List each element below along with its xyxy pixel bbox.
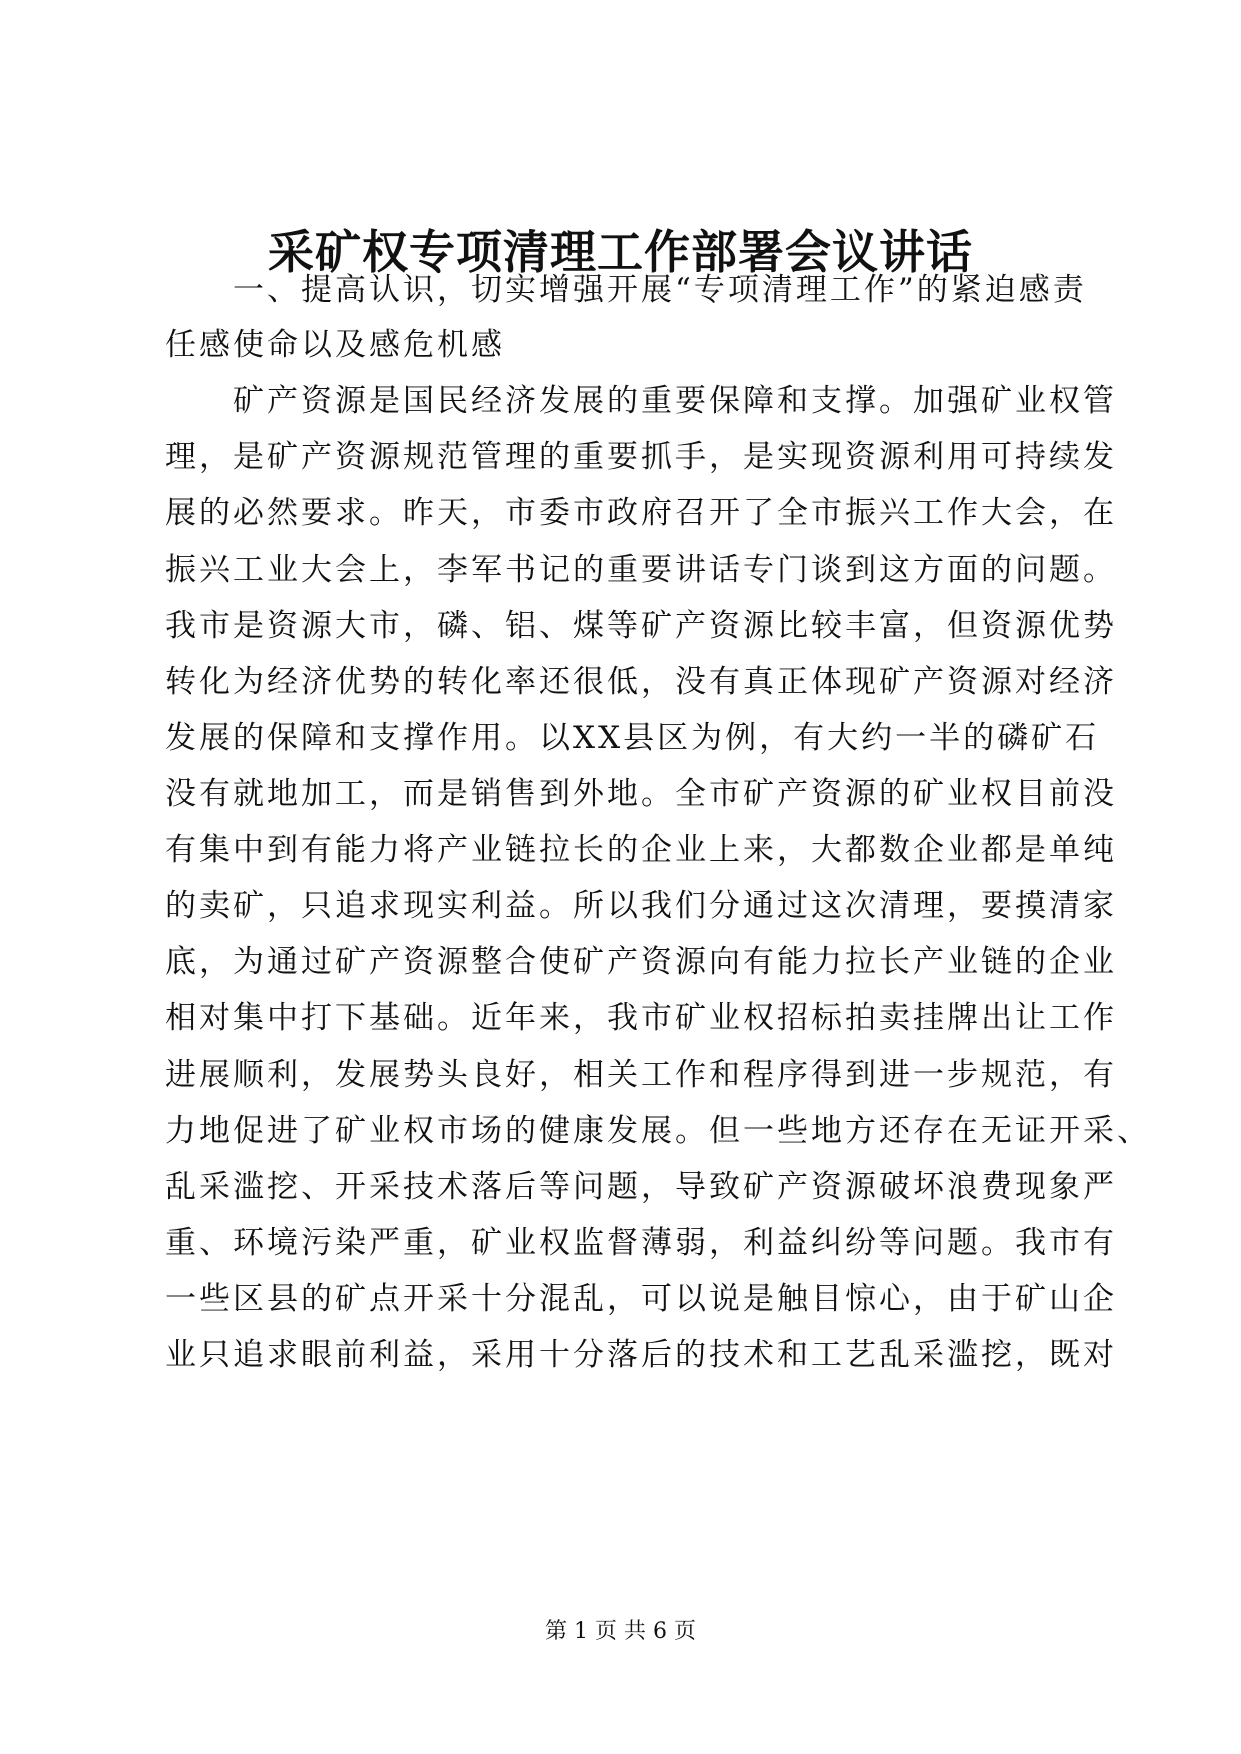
body-line: 业只追求眼前利益，采用十分落后的技术和工艺乱采滥挖，既对 <box>165 1337 1117 1373</box>
body-line: 矿产资源是国民经济发展的重要保障和支撑。加强矿业权管 <box>165 383 1117 419</box>
body-line: 力地促进了矿业权市场的健康发展。但一些地方还存在无证开采、 <box>165 1113 1151 1149</box>
body-line: 相对集中打下基础。近年来，我市矿业权招标拍卖挂牌出让工作 <box>165 1000 1117 1036</box>
body-line: 振兴工业大会上，李军书记的重要讲话专门谈到这方面的问题。 <box>165 552 1117 588</box>
body-line: 发展的保障和支撑作用。以XX县区为例，有大约一半的磷矿石 <box>165 720 1100 756</box>
body-line: 一些区县的矿点开采十分混乱，可以说是触目惊心，由于矿山企 <box>165 1281 1117 1317</box>
body-line: 底，为通过矿产资源整合使矿产资源向有能力拉长产业链的企业 <box>165 944 1117 980</box>
body-line: 乱采滥挖、开采技术落后等问题，导致矿产资源破坏浪费现象严 <box>165 1169 1117 1205</box>
body-line: 没有就地加工，而是销售到外地。全市矿产资源的矿业权目前没 <box>165 776 1117 812</box>
body-line: 有集中到有能力将产业链拉长的企业上来，大都数企业都是单纯 <box>165 832 1117 868</box>
body-line: 一、提高认识，切实增强开展“专项清理工作”的紧迫感责 <box>165 272 1087 308</box>
page-number: 第 1 页 共 6 页 <box>545 1619 696 1644</box>
body-line: 理，是矿产资源规范管理的重要抓手，是实现资源利用可持续发 <box>165 439 1117 475</box>
body-line: 转化为经济优势的转化率还很低，没有真正体现矿产资源对经济 <box>165 664 1117 700</box>
body-line: 展的必然要求。昨天，市委市政府召开了全市振兴工作大会，在 <box>165 495 1117 531</box>
body-line: 我市是资源大市，磷、铝、煤等矿产资源比较丰富，但资源优势 <box>165 608 1117 644</box>
body-line: 的卖矿，只追求现实利益。所以我们分通过这次清理，要摸清家 <box>165 888 1117 924</box>
body-line: 任感使命以及感危机感 <box>165 327 505 363</box>
body-line: 重、环境污染严重，矿业权监督薄弱，利益纠纷等问题。我市有 <box>165 1225 1117 1261</box>
body-line: 进展顺利，发展势头良好，相关工作和程序得到进一步规范，有 <box>165 1057 1117 1093</box>
page-title: 采矿权专项清理工作部署会议讲话 <box>268 225 973 279</box>
